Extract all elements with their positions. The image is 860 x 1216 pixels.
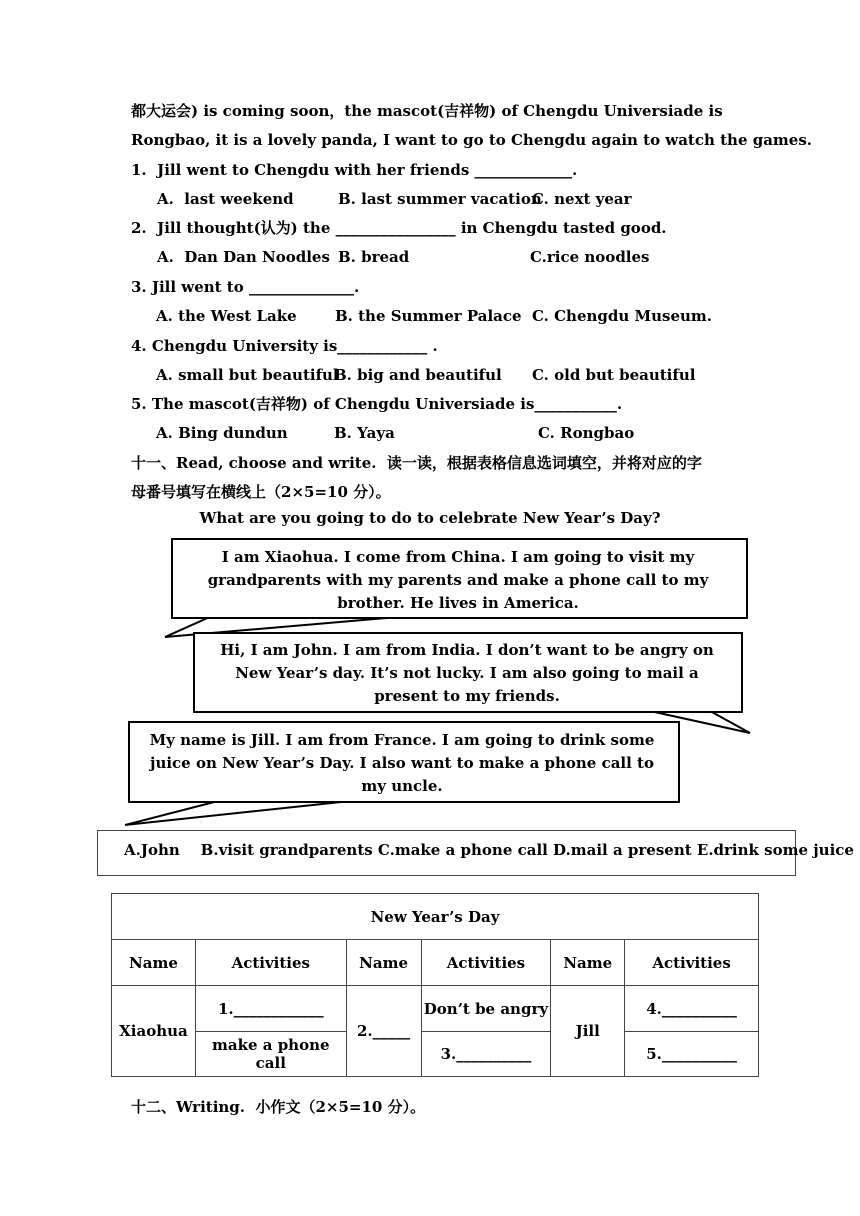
blank-4[interactable]: 4.__________ [625, 986, 759, 1032]
question-4-stem: 4. Chengdu University is____________ . [131, 337, 438, 355]
header-activities-1: Activities [195, 940, 346, 986]
question-3-stem: 3. Jill went to ______________. [131, 278, 360, 296]
question-3-option-c: C. Chengdu Museum. [532, 307, 713, 325]
section-11-heading-line-1: 十一、Read, choose and write. 读一读，根据表格信息选词填空，并将对应的字 [131, 454, 702, 472]
question-1-stem: 1. Jill went to Chengdu with her friends _____________. [131, 161, 578, 179]
cell-jill: Jill [551, 986, 625, 1077]
header-activities-3: Activities [625, 940, 759, 986]
question-2-option-a: A. Dan Dan Noodles [157, 248, 330, 266]
question-5-option-b: B. Yaya [334, 424, 395, 442]
section-11-heading-line-2: 母番号填写在横线上（2×5=10 分）。 [131, 483, 391, 501]
passage-line-1: 都大运会) is coming soon，the mascot(吉祥物) of Chengdu Universiade is [131, 102, 723, 120]
blank-3[interactable]: 3.__________ [421, 1032, 551, 1077]
table-title: New Year’s Day [112, 894, 759, 940]
question-4-option-c: C. old but beautiful [532, 366, 696, 384]
cell-make-phone-call: make a phone call [195, 1032, 346, 1077]
speech-bubble-jill-text: My name is Jill. I am from France. I am going to drink some juice on New Year’s Day. I also want to make a phone call to my uncle. [149, 731, 655, 795]
word-bank: A.John B.visit grandparents C.make a phone call D.mail a present E.drink some juice [124, 841, 854, 859]
question-2-stem: 2. Jill thought(认为) the ________________ in Chengdu tasted good. [131, 219, 667, 237]
question-2-option-b: B. bread [338, 248, 410, 266]
question-3-option-a: A. the West Lake [156, 307, 297, 325]
activities-table [111, 893, 759, 1077]
question-4-option-b: B. big and beautiful [334, 366, 502, 384]
question-4-option-a: A. small but beautiful [156, 366, 339, 384]
blank-1[interactable]: 1.____________ [195, 986, 346, 1032]
question-2-option-c: C.rice noodles [530, 248, 650, 266]
cell-xiaohua: Xiaohua [112, 986, 196, 1077]
speech-bubble-xiaohua-text: I am Xiaohua. I come from China. I am going to visit my grandparents with my parents and make a phone call to my brother. He lives in America. [207, 548, 709, 612]
question-1-option-c: C. next year [532, 190, 632, 208]
section-12-heading: 十二、Writing. 小作文（2×5=10 分）。 [131, 1098, 426, 1116]
speech-bubble-john-text: Hi, I am John. I am from India. I don’t want to be angry on New Year’s day. It’s not lucky. I am also going to mail a present to my friends. [220, 641, 714, 705]
bubbles-question: What are you going to do to celebrate New Year’s Day? [199, 509, 661, 527]
question-5-option-c: C. Rongbao [538, 424, 635, 442]
question-1-option-b: B. last summer vacation [338, 190, 542, 208]
header-name-2: Name [346, 940, 421, 986]
header-activities-2: Activities [421, 940, 551, 986]
header-name-3: Name [551, 940, 625, 986]
question-5-option-a: A. Bing dundun [156, 424, 288, 442]
blank-2[interactable]: 2._____ [346, 986, 421, 1077]
blank-5[interactable]: 5.__________ [625, 1032, 759, 1077]
cell-dont-be-angry: Don’t be angry [421, 986, 551, 1032]
question-3-option-b: B. the Summer Palace [335, 307, 522, 325]
question-5-stem: 5. The mascot(吉祥物) of Chengdu Universiade is___________. [131, 395, 623, 413]
question-1-option-a: A. last weekend [157, 190, 294, 208]
passage-line-2: Rongbao, it is a lovely panda, I want to go to Chengdu again to watch the games. [131, 131, 813, 149]
header-name-1: Name [112, 940, 196, 986]
